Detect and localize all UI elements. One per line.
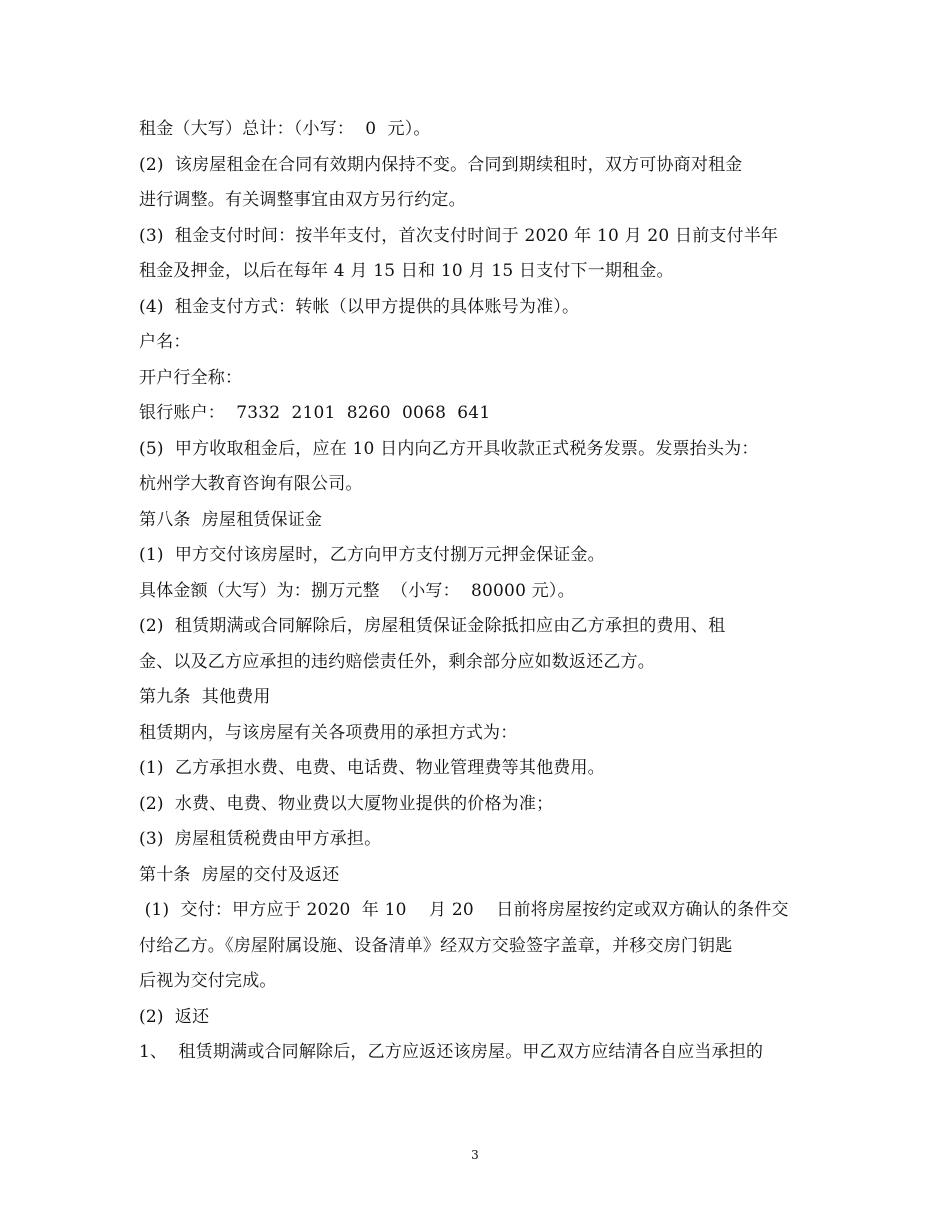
clause-3-continuation: 租金及押金，以后在每年 4 月 15 日和 10 月 15 日支付下一期租金。 — [139, 261, 674, 281]
article-10-heading: 第十条 房屋的交付及返还 — [139, 864, 340, 885]
article-9-intro: 租赁期内，与该房屋有关各项费用的承担方式为： — [139, 722, 518, 743]
article-9-clause-2: (2) 水费、电费、物业费以大厦物业提供的价格为准； — [139, 793, 554, 814]
article-10-clause-1-end: 后视为交付完成。 — [139, 971, 277, 991]
contract-body — [139, 112, 819, 1071]
rent-total-line: 租金（大写）总计：（小写： 0 元）。 — [139, 119, 431, 139]
clause-5-continuation: 杭州学大教育咨询有限公司。 — [139, 474, 363, 494]
bank-name-line: 开户行全称： — [139, 367, 243, 388]
article-9-clause-3: (3) 房屋租赁税费由甲方承担。 — [139, 829, 382, 849]
article-10-clause-1-continuation: 付给乙方。《房屋附属设施、设备清单》经双方交验签字盖章，并移交房门钥匙 — [139, 935, 733, 956]
article-9-clause-1: (1) 乙方承担水费、电费、电话费、物业管理费等其他费用。 — [139, 758, 605, 778]
return-item-1: 1、 租赁期满或合同解除后，乙方应返还该房屋。甲乙双方应结清各自应当承担的 — [139, 1042, 764, 1062]
article-10-clause-1: (1) 交付：甲方应于 2020 年 10 月 20 日前将房屋按约定或双方确认的条件交 — [139, 900, 789, 920]
article-8-clause-2: (2) 租赁期满或合同解除后，房屋租赁保证金除抵扣应由乙方承担的费用、租 — [139, 616, 726, 636]
deposit-amount-line: 具体金额（大写）为：捌万元整 （小写： 80000 元）。 — [139, 580, 575, 601]
article-9-heading: 第九条 其他费用 — [139, 687, 271, 707]
clause-3-payment-time: (3) 租金支付时间：按半年支付，首次支付时间于 2020 年 10 月 20 日前支付半年 — [139, 225, 779, 246]
clause-2-rent-unchanged: (2) 该房屋租金在合同有效期内保持不变。合同到期续租时，双方可协商对租金 — [139, 154, 743, 175]
bank-account-line: 银行账户： 7332 2101 8260 0068 641 — [139, 403, 491, 423]
article-8-clause-1: (1) 甲方交付该房屋时，乙方向甲方支付捌万元押金保证金。 — [139, 545, 605, 565]
clause-2-continuation: 进行调整。有关调整事宜由双方另行约定。 — [139, 190, 466, 210]
page-number: 3 — [471, 1148, 479, 1162]
article-8-heading: 第八条 房屋租赁保证金 — [139, 509, 323, 530]
clause-4-payment-method: (4) 租金支付方式：转帐（以甲方提供的具体账号为准）。 — [139, 296, 580, 317]
account-name-line: 户名： — [139, 332, 191, 352]
clause-5-invoice: (5) 甲方收取租金后，应在 10 日内向乙方开具收款正式税务发票。发票抬头为： — [139, 438, 759, 459]
article-8-clause-2-continuation: 金、以及乙方应承担的违约赔偿责任外，剩余部分应如数返还乙方。 — [139, 651, 655, 672]
article-10-clause-2: (2) 返还 — [139, 1006, 210, 1027]
